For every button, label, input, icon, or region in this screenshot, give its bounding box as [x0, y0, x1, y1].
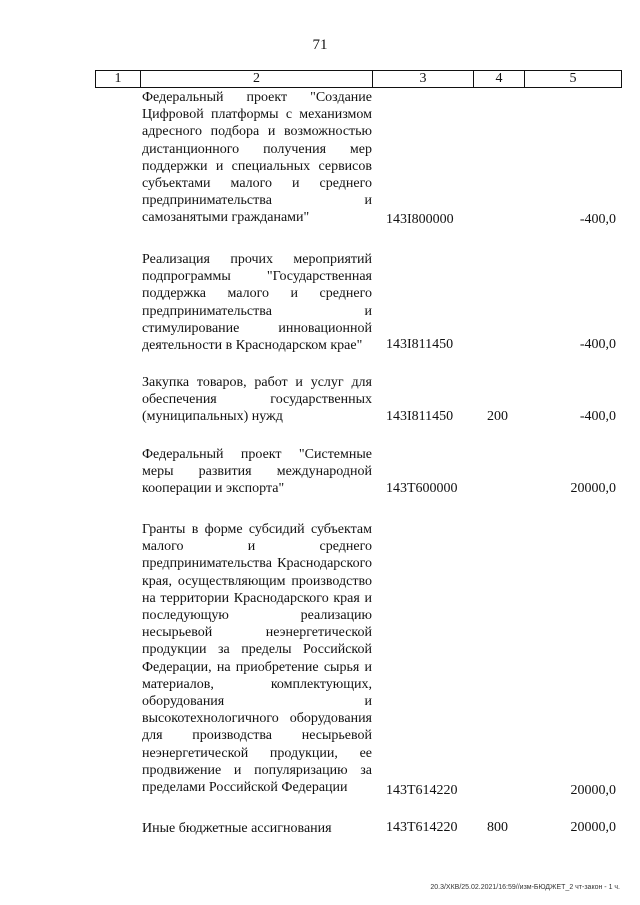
column-header-row [96, 71, 622, 88]
row-type: 800 [487, 820, 508, 835]
row-description: Федеральный проект "Системные меры развития международной кооперации и экспорта" [142, 447, 372, 497]
row-amount: -400,0 [579, 409, 616, 424]
row-description: Федеральный проект "Создание Цифровой платформы с механизмом адресного подбора и возможностью дистанционного получения мер поддержки и специальных сервисов субъектами малого и среднего предпринимательства и самозанятыми гражданами" [142, 90, 372, 226]
row-description: Закупка товаров, работ и услуг для обеспечения государственных (муниципальных) нужд [142, 375, 372, 425]
row-amount: 20000,0 [570, 783, 616, 798]
row-code: 143T614220 [386, 783, 458, 798]
column-header-2: 2 [141, 71, 373, 88]
row-amount: 20000,0 [570, 481, 616, 496]
document-footer-stamp: 20.3/ХКВ/25.02.2021/16:59//изм-БЮДЖЕТ_2 чт-закон - 1 ч. [430, 884, 620, 891]
row-description: Реализация прочих мероприятий подпрограммы "Государственная поддержка малого и среднего предпринимательства и стимулирование инновационной деятельности в Краснодарском крае" [142, 252, 372, 354]
column-header-4: 4 [474, 71, 525, 88]
row-code: 143I811450 [386, 409, 454, 424]
row-code: 143T600000 [386, 481, 458, 496]
page-number: 71 [312, 37, 328, 53]
row-description: Гранты в форме субсидий субъектам малого и среднего предпринимательства Краснодарского края, осуществляющим производство на территории Краснодарского края и последующую реализацию несырьевой неэнергетической продукции за пределы Российской Федерации, на приобретение сырья и материалов, комплектующих, оборудования и высокотехнологичного оборудования для производства несырьевой неэнергетической продукции, ее продвижение и популяризацию за пределами Российской Федерации [142, 522, 372, 796]
row-type: 200 [487, 409, 508, 424]
row-code: 143I800000 [386, 212, 454, 227]
row-amount: -400,0 [579, 212, 616, 227]
column-header-1: 1 [96, 71, 141, 88]
row-amount: 20000,0 [570, 820, 616, 835]
column-header-3: 3 [373, 71, 474, 88]
column-header-5: 5 [525, 71, 622, 88]
column-header-table [95, 70, 622, 88]
row-description: Иные бюджетные ассигнования [142, 821, 332, 836]
row-amount: -400,0 [579, 337, 616, 352]
row-code: 143T614220 [386, 820, 458, 835]
row-code: 143I811450 [386, 337, 454, 352]
